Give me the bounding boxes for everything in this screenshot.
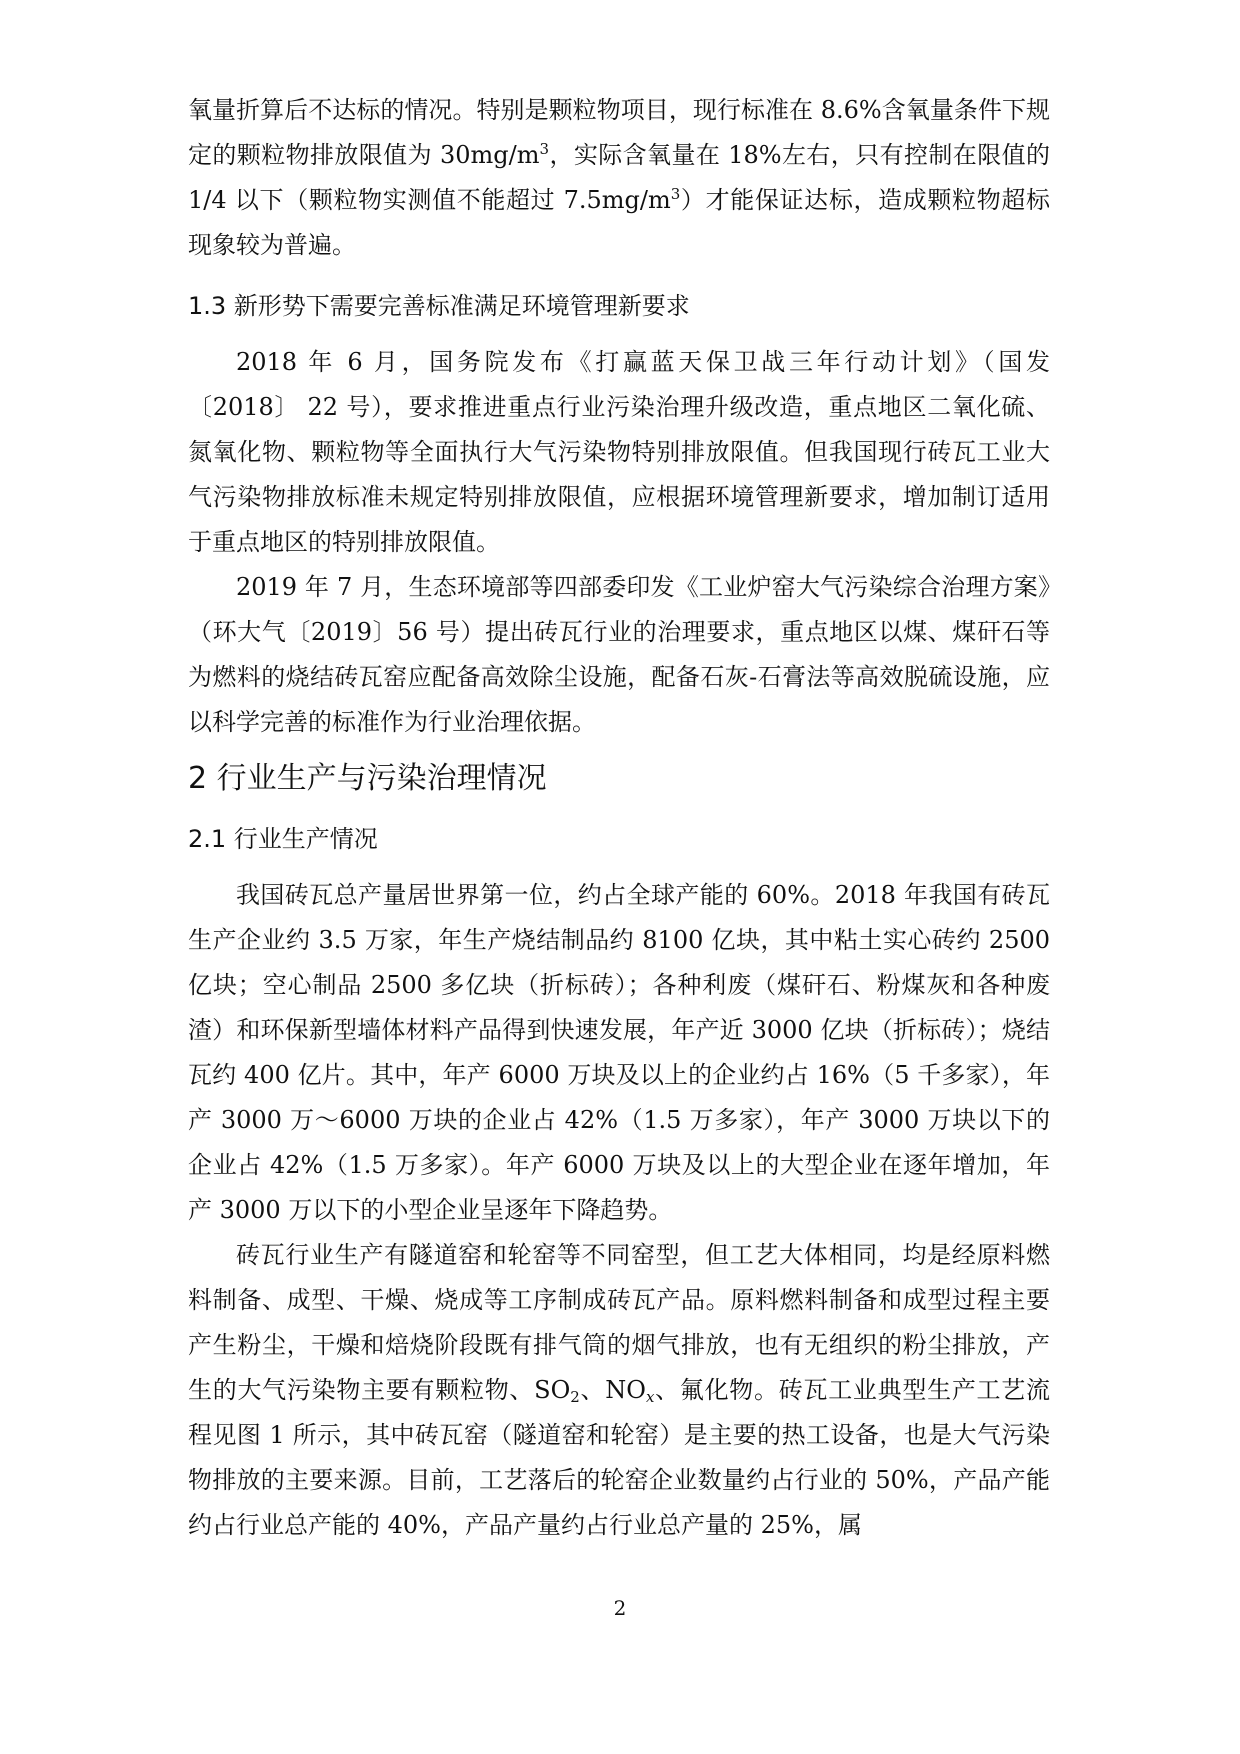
paragraph-blue-sky-plan: 2018 年 6 月，国务院发布《打赢蓝天保卫战三年行动计划》（国发〔2018〕 22 号），要求推进重点行业污染治理升级改造，重点地区二氧化硫、氮氧化物、颗粒物等全面执行大气污染物特别排放限值。但我国现行砖瓦工业大气污染物排放标准未规定特别排放限值，应根据环境管理新要求，增加制订适用于重点地区的特别排放限值。 [188,348,1050,556]
paragraph-process-description [188,1233,1050,1548]
paragraph-industry-production: 我国砖瓦总产量居世界第一位，约占全球产能的 60%。2018 年我国有砖瓦生产企业约 3.5 万家，年生产烧结制品约 8100 亿块，其中粘土实心砖约 2500 亿块；空心制品 2500 多亿块（折标砖）；各种利废（煤矸石、粉煤灰和各种废渣）和环保新型墙体材料产品得到快速发展，年产近 3000 亿块（折标砖）；烧结瓦约 400 亿片。其中，年产 6000 万块及以上的企业约占 16%（5 千多家），年产 3000 万～6000 万块的企业占 42%（1.5 万多家），年产 3000 万块以下的企业占 42%（1.5 万多家）。年产 6000 万块及以上的大型企业在逐年增加，年产 3000 万以下的小型企业呈逐年下降趋势。 [188,881,1050,1224]
paragraph-oxygen-conversion [188,88,1050,268]
text-run: 、氟化物。砖瓦工业典型生产工艺流程见图 1 所示，其中砖瓦窑（隧道窑和轮窑）是主要的热工设备，也是大气污染物排放的主要来源。目前，工艺落后的轮窑企业数量约占行业的 50%，产品产能约占行业总产能的 40%，产品产量约占行业总产量的 25%，属 [188,1376,1050,1539]
text-run: 氧量折算后不达标的情况。特别是颗粒物项目，现行标准在 8.6%含氧量条件下规定的颗粒物排放限值为 30mg/m [188,96,1050,169]
text-run: ）才能保证达标，造成颗粒物超标现象较为普遍。 [188,186,1050,259]
heading-2-1: 2.1 行业生产情况 [188,825,378,853]
heading-2: 2 行业生产与污染治理情况 [188,761,547,796]
text-run: 砖瓦行业生产有隧道窑和轮窑等不同窑型，但工艺大体相同，均是经原料燃料制备、成型、干燥、烧成等工序制成砖瓦产品。原料燃料制备和成型过程主要产生粉尘，干燥和焙烧阶段既有排气筒的烟气排放，也有无组织的粉尘排放，产生的大气污染物主要有颗粒物、SO [188,1241,1050,1404]
superscript-3: 3 [539,140,550,158]
text-run: 、NO [579,1376,646,1404]
page-number: 2 [613,1596,627,1620]
heading-1-3: 1.3 新形势下需要完善标准满足环境管理新要求 [188,292,690,320]
document-body [188,88,1050,1548]
text-run: ，实际含氧量在 18%左右，只有控制在限值的 1/4 以下（颗粒物实测值不能超过 7.5mg/m [188,141,1050,214]
subscript-2: 2 [570,1388,580,1406]
superscript-3: 3 [670,185,681,203]
paragraph-kiln-governance-plan: 2019 年 7 月，生态环境部等四部委印发《工业炉窑大气污染综合治理方案》（环大气〔2019〕56 号）提出砖瓦行业的治理要求，重点地区以煤、煤矸石等为燃料的烧结砖瓦窑应配备高效除尘设施，配备石灰-石膏法等高效脱硫设施，应以科学完善的标准作为行业治理依据。 [188,573,1050,736]
subscript-x: x [645,1388,655,1406]
